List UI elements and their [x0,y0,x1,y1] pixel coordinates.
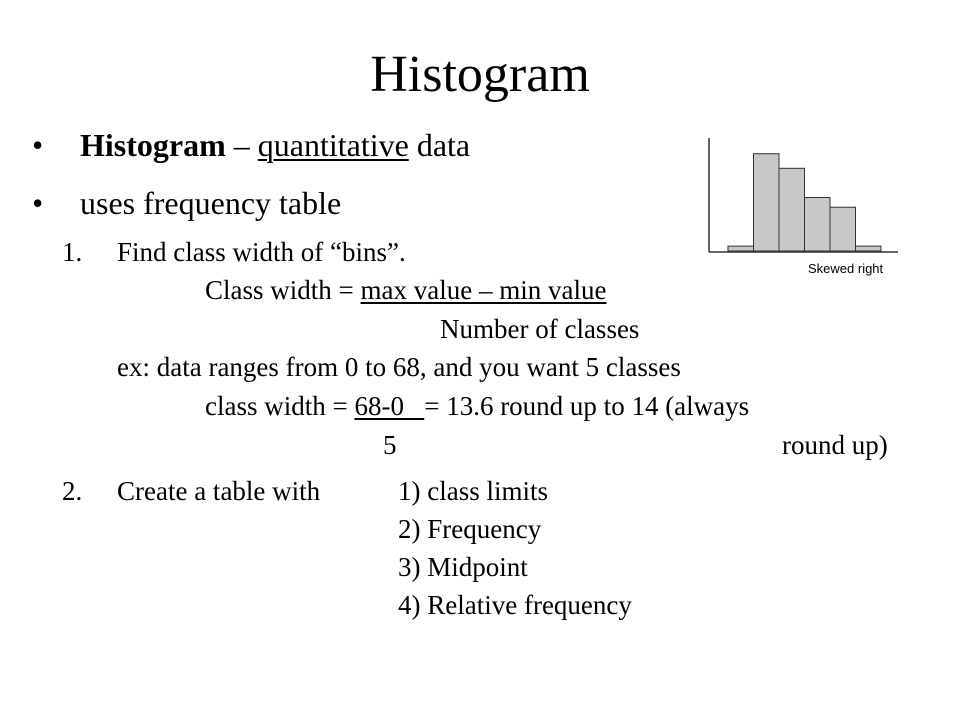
example-text: ex: data ranges from 0 to 68, and you want 5 classes [117,352,681,382]
histogram-bars [728,154,881,251]
calc-equals: = 13.6 round up to 14 (always [424,391,750,421]
formula-denominator: Number of classes [440,314,640,344]
step1-number: 1. [62,237,83,267]
histogram-bar [856,246,882,251]
table-item-midpoint: 3) Midpoint [398,552,528,582]
histogram-bar [830,207,856,251]
bullet-marker: • [32,185,44,221]
calc-label: class width = [205,391,355,421]
histogram-bar [728,246,754,251]
step2-number: 2. [62,476,83,506]
formula-numerator: max value – min value [360,275,607,305]
figure-caption: Skewed right [808,261,884,276]
step1-text: Find class width of “bins”. [117,237,406,267]
bullet-marker: • [32,127,44,163]
bullet-bold-term: Histogram [80,127,226,163]
slide-title: Histogram [370,46,590,103]
formula-line [205,273,606,307]
histogram-bar [779,168,805,251]
histogram-chart [700,130,910,285]
histogram-figure [700,130,910,285]
table-item-frequency: 2) Frequency [398,514,542,544]
table-item-class-limits: 1) class limits [398,476,548,506]
formula-label: Class width = [205,275,361,305]
histogram-bar [805,198,831,252]
bullet-underlined-term: quantitative [257,127,409,163]
calc-numerator: 68-0 [354,391,425,421]
bullet-histogram [80,125,470,165]
calc-tail: round up) [782,430,888,460]
calc-line [205,389,749,423]
step2-text: Create a table with [117,476,321,506]
calc-denominator: 5 [383,430,397,460]
bullet-separator: – [225,127,258,163]
table-item-relative-frequency: 4) Relative frequency [398,590,632,620]
bullet-frequency-table: uses frequency table [80,185,342,221]
bullet-rest: data [408,127,471,163]
histogram-bar [754,154,780,251]
